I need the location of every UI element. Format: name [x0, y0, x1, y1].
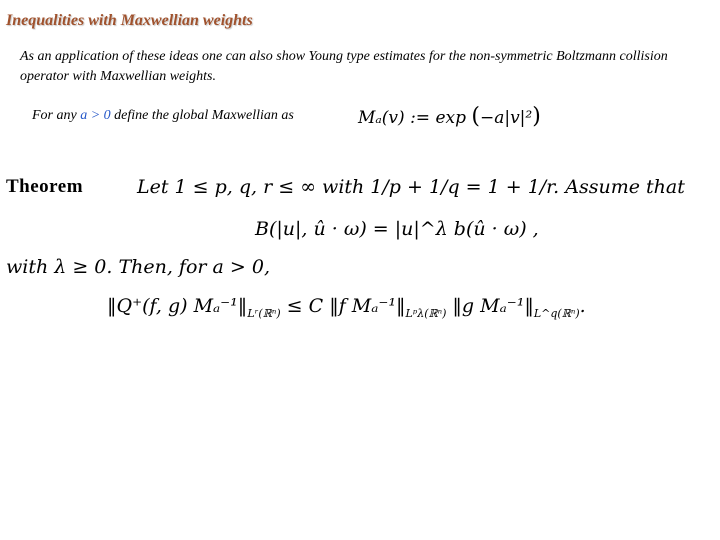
define-prefix: For any: [32, 108, 81, 123]
maxwellian-formula-arg: −a|v|²: [479, 108, 533, 128]
define-condition: a > 0: [80, 108, 111, 123]
inequality-mid-norm: Lᵖλ(ℝⁿ): [405, 306, 447, 320]
maxwellian-definition-sentence: [32, 108, 294, 124]
inequality-rhs: ‖g Mₐ⁻¹‖: [446, 295, 534, 317]
inequality-lhs: ‖Q⁺(f, g) Mₐ⁻¹‖: [107, 295, 248, 317]
young-inequality-formula: [107, 295, 586, 320]
theorem-condition: with λ ≥ 0. Then, for a > 0,: [6, 256, 270, 278]
maxwellian-formula: Mₐ(v) := exp (−a|v|²): [358, 104, 541, 129]
intro-paragraph: As an application of these ideas one can also show Young type estimates for the non-symmetric Boltzmann collision operator with Maxwellian weights.: [20, 49, 668, 84]
theorem-label: Theorem: [6, 176, 84, 197]
slide-title: Inequalities with Maxwellian weights: [6, 12, 253, 29]
inequality-end: .: [579, 295, 586, 317]
maxwellian-formula-lhs: Mₐ(v) := exp: [358, 108, 466, 128]
inequality-rhs-norm: L^q(ℝⁿ): [533, 306, 580, 320]
theorem-statement: Let 1 ≤ p, q, r ≤ ∞ with 1/p + 1/q = 1 + 1/r. Assume that: [137, 176, 685, 198]
inequality-relation: ≤ C ‖f Mₐ⁻¹‖: [280, 295, 406, 317]
inequality-lhs-norm: Lʳ(ℝⁿ): [247, 306, 281, 320]
define-suffix: define the global Maxwellian as: [110, 108, 294, 123]
collision-kernel-formula: B(|u|, û · ω) = |u|^λ b(û · ω) ,: [255, 218, 539, 240]
